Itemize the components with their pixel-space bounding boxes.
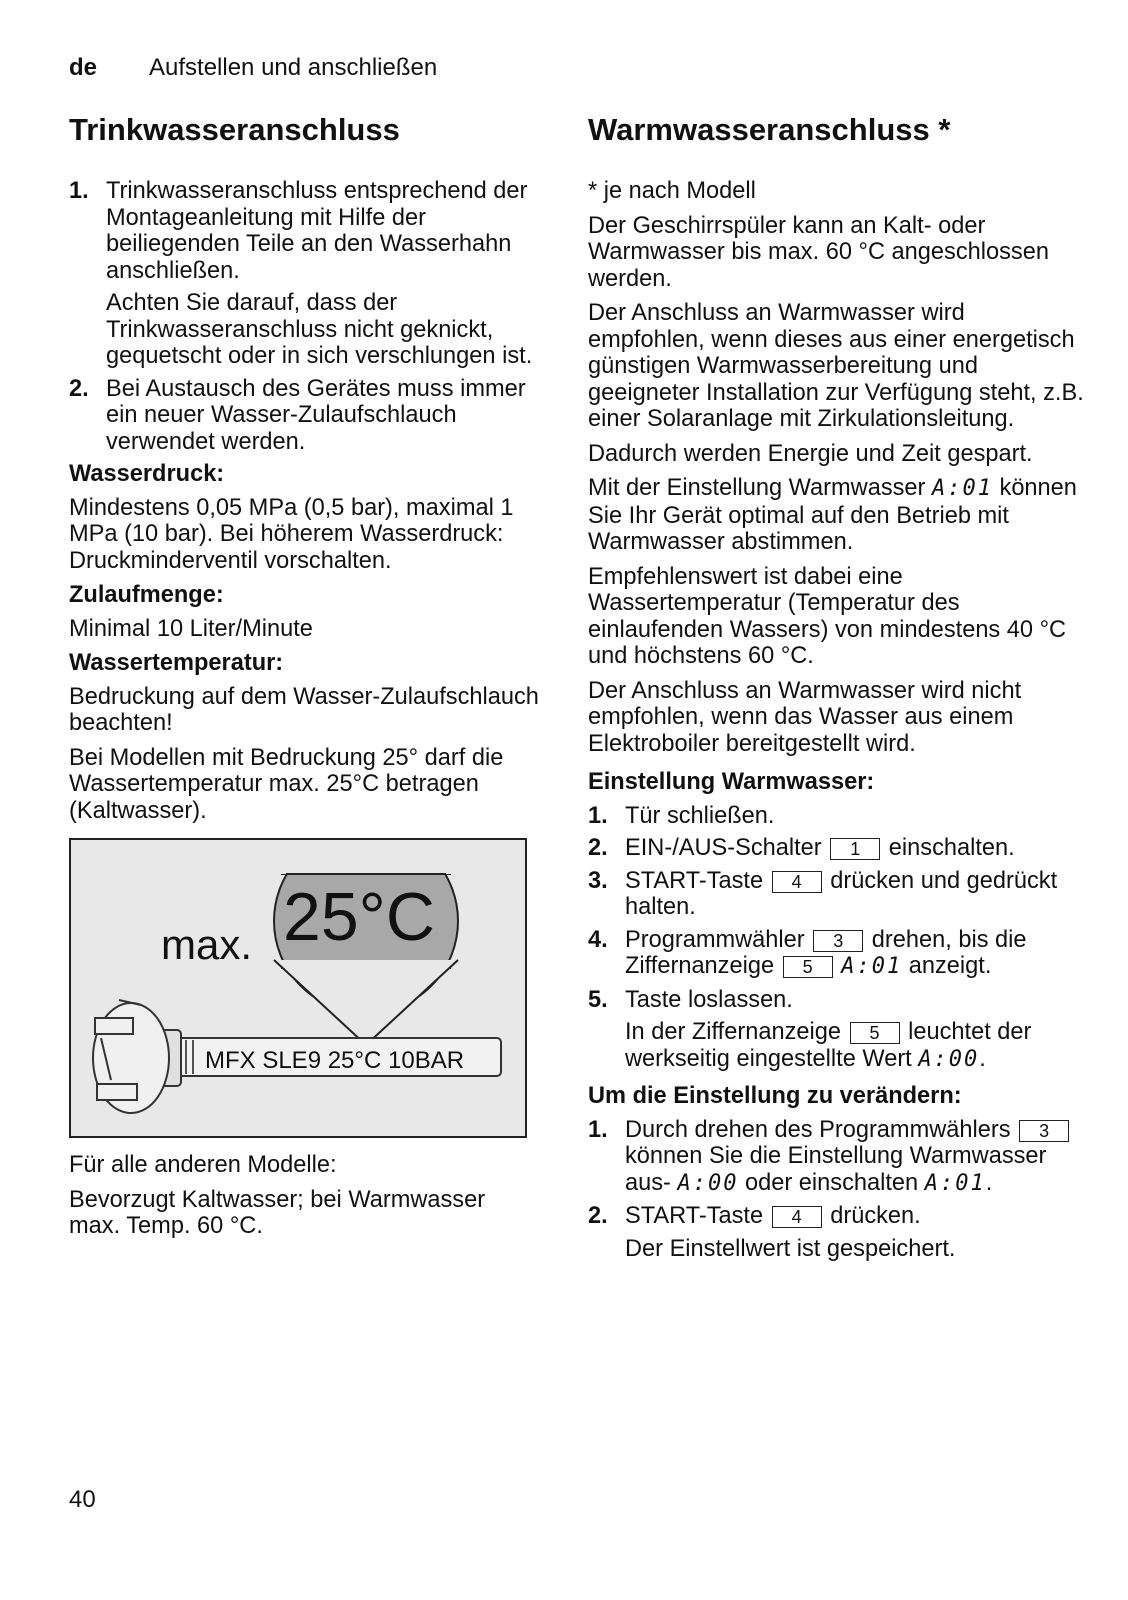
text: In der Ziffernanzeige: [625, 1019, 841, 1045]
text: .: [979, 1045, 986, 1072]
temperature-text-1: Bedruckung auf dem Wasser-Zulaufschlauch beachten!: [69, 683, 539, 736]
step-text: Tür schließen.: [625, 802, 775, 829]
key-reference-box: 4: [772, 1206, 822, 1228]
subheading-change-setting: Um die Einstellung zu verändern:: [588, 1083, 962, 1109]
list-item: [588, 835, 1088, 862]
list-item: [588, 1117, 1088, 1198]
subheading-settings: Einstellung Warmwasser:: [588, 769, 875, 795]
text: oder einschalten: [745, 1169, 919, 1196]
text: Durch drehen des Programmwählers: [625, 1116, 1011, 1143]
key-reference-box: 5: [783, 956, 833, 978]
display-code-off: A:00: [918, 1046, 980, 1072]
paragraph: Der Geschirrspüler kann an Kalt- oder Warmwasser bis max. 60 °C angeschlossen werden.: [588, 212, 1049, 292]
key-reference-box: 3: [1019, 1120, 1069, 1142]
text: Mit der Einstellung Warmwasser: [588, 475, 926, 501]
list-item: [588, 987, 1088, 1074]
heading-hot-water: Warmwasseranschluss *: [588, 112, 951, 147]
step-text: Bei Austausch des Gerätes muss immer ein neuer Wasser-Zulaufschlauch verwendet werden.: [106, 375, 526, 455]
list-item: [69, 178, 539, 370]
step-number: 1.: [588, 1116, 608, 1143]
step-number: 2.: [588, 1203, 608, 1229]
list-item: [588, 927, 1088, 981]
right-content: [588, 178, 1088, 1268]
figure-temp-label: 25°C: [283, 879, 435, 955]
list-item: [588, 868, 1088, 921]
key-reference-box: 3: [813, 930, 863, 952]
step-number: 3.: [588, 867, 608, 894]
text: .: [985, 1169, 993, 1196]
figure-hose-label: MFX SLE9 25°C 10BAR: [205, 1047, 465, 1074]
key-reference-box: 5: [850, 1022, 900, 1044]
text: START-Taste: [625, 1203, 764, 1229]
display-code-on: A:01: [924, 1170, 986, 1196]
display-code-on: A:01: [931, 476, 993, 501]
figure-max-label: max.: [161, 921, 253, 968]
step-text: Der Einstellwert ist gespeichert.: [625, 1235, 956, 1262]
footnote: * je nach Modell: [588, 178, 756, 204]
text: einschalten.: [888, 835, 1015, 861]
list-item: [588, 803, 1088, 830]
list-item: [69, 376, 539, 456]
display-code-on: A:01: [841, 954, 903, 979]
page-number: 40: [69, 1486, 96, 1513]
text: anzeigt.: [908, 953, 992, 979]
pressure-text: Mindestens 0,05 MPa (0,5 bar), maximal 1 MPa (10 bar). Bei höherem Wasserdruck: Druckminderventil vorschalten.: [69, 494, 514, 574]
text: drücken und gedrückt halten.: [625, 867, 1058, 920]
language-code: de: [69, 54, 98, 81]
text: leuchtet der werkseitig eingestellte Wert: [625, 1019, 1032, 1072]
heading-drinking-water: Trinkwasseranschluss: [69, 112, 400, 147]
text: können Sie die Einstellung Warmwasser aus-: [625, 1143, 1047, 1196]
step-number: 4.: [588, 926, 608, 953]
other-models-label: Für alle anderen Modelle:: [69, 1152, 337, 1178]
paragraph: [588, 475, 1088, 556]
step-number: 5.: [588, 986, 608, 1013]
text: drehen, bis die Ziffernanzeige: [625, 926, 1027, 979]
left-content: [69, 178, 539, 1248]
temperature-text-2: Bei Modellen mit Bedruckung 25° darf die Wassertemperatur max. 25°C betragen (Kaltwasser).: [69, 744, 504, 824]
step-number: 2.: [69, 375, 89, 402]
text: EIN-/AUS-Schalter: [625, 835, 822, 861]
text: START-Taste: [625, 867, 764, 894]
subheading-pressure: Wasserdruck:: [69, 461, 225, 487]
paragraph: Der Anschluss an Warmwasser wird empfohlen, wenn dieses aus einer energetisch günstigen Warmwasserbereitung und geeigneter Installation zur Verfügung steht, z.B. einer Solaranlage mit Zirkulationsleitung.: [588, 300, 1084, 432]
step-number: 1.: [69, 178, 89, 204]
text: drücken.: [830, 1203, 921, 1229]
list-item: [588, 1203, 1088, 1262]
text: können Sie Ihr Gerät optimal auf den Betrieb mit Warmwasser abstimmen.: [588, 475, 1077, 555]
key-reference-box: 1: [830, 838, 880, 860]
hose-label-figure: [69, 838, 527, 1138]
other-models-text: Bevorzugt Kaltwasser; bei Warmwasser max. Temp. 60 °C.: [69, 1186, 486, 1239]
step-number: 2.: [588, 835, 608, 861]
step-number: 1.: [588, 802, 608, 829]
paragraph: Dadurch werden Energie und Zeit gespart.: [588, 440, 1033, 467]
step-text: Achten Sie darauf, dass der Trinkwasseranschluss nicht geknickt, gequetscht oder in sich verschlungen ist.: [106, 290, 533, 369]
flow-text: Minimal 10 Liter/Minute: [69, 615, 313, 642]
paragraph: Empfehlenswert ist dabei eine Wassertemperatur (Temperatur des einlaufenden Wassers) von mindestens 40 °C und höchstens 60 °C.: [588, 563, 1067, 669]
step-text: Taste loslassen.: [625, 986, 793, 1013]
section-title: Aufstellen und anschließen: [149, 54, 438, 81]
display-code-off: A:00: [677, 1170, 739, 1196]
step-text: Trinkwasseranschluss entsprechend der Montageanleitung mit Hilfe der beiliegenden Teile an den Wasserhahn anschließen.: [106, 178, 528, 284]
paragraph: Der Anschluss an Warmwasser wird nicht empfohlen, wenn das Wasser aus einem Elektroboiler bereitgestellt wird.: [588, 677, 1022, 757]
subheading-flow: Zulaufmenge:: [69, 582, 224, 608]
subheading-temperature: Wassertemperatur:: [69, 650, 284, 676]
page-header: [69, 54, 437, 82]
key-reference-box: 4: [772, 871, 822, 893]
text: Programmwähler: [625, 926, 805, 953]
